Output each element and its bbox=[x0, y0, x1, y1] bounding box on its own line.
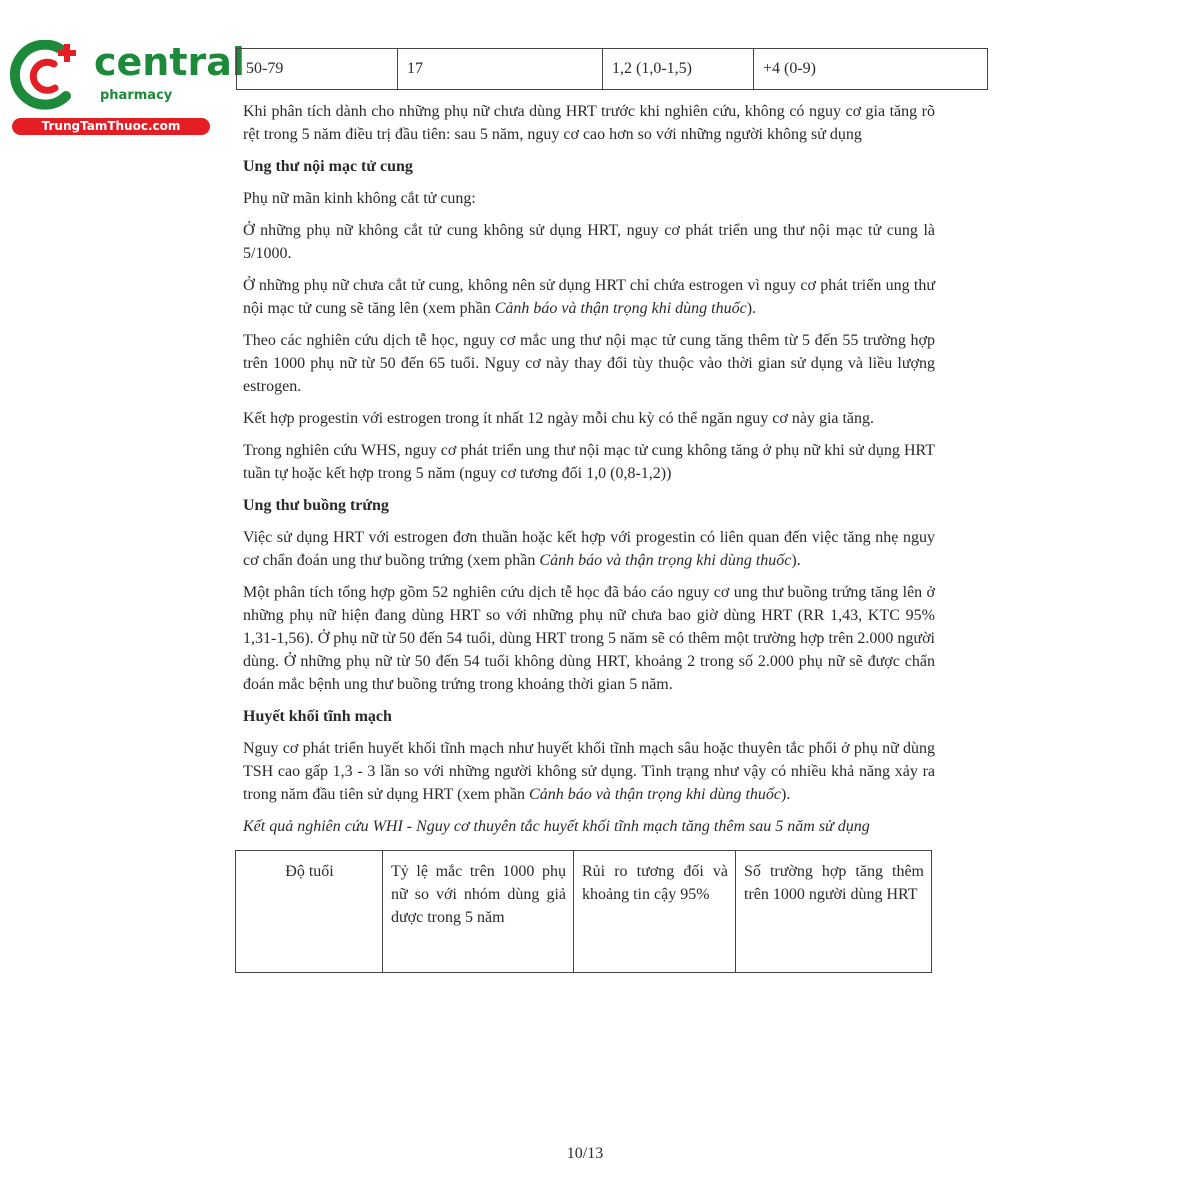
table-cell: +4 (0-9) bbox=[754, 49, 988, 90]
text: ). bbox=[791, 552, 801, 569]
section-heading-vte: Huyết khối tĩnh mạch bbox=[243, 708, 392, 725]
paragraph: Một phân tích tổng hợp gồm 52 nghiên cứu dịch tễ học đã báo cáo nguy cơ ung thư buồng trứng tăng lên ở những phụ nữ hiện đang dùng HRT so với những phụ nữ chưa bao giờ dùng HRT (RR 1,43, KTC 95% 1,31-1,56). Ở phụ nữ từ 50 đến 54 tuổi, dùng HRT trong 5 năm sẽ có thêm một trường hợp trên 2.000 người dùng. Ở những phụ nữ từ 50 đến 54 tuổi không dùng HRT, khoảng 2 trong số 2.000 phụ nữ sẽ được chẩn đoán mắc bệnh ung thư buồng trứng trong khoảng thời gian 5 năm. bbox=[243, 584, 935, 693]
paragraph: Khi phân tích dành cho những phụ nữ chưa dùng HRT trước khi nghiên cứu, không có nguy cơ gia tăng rõ rệt trong 5 năm điều trị đầu tiên: sau 5 năm, nguy cơ cao hơn so với những người không sử dụng bbox=[243, 103, 935, 143]
central-pharmacy-logo-icon bbox=[10, 40, 86, 112]
paragraph: Phụ nữ mãn kinh không cắt tử cung: bbox=[243, 190, 476, 207]
page-number: 10/13 bbox=[566, 1145, 604, 1162]
text: Nguy cơ phát triển huyết khối tĩnh mạch như huyết khối tĩnh mạch sâu hoặc thuyên tắc phổi ở phụ nữ dùng TSH cao gấp 1,3 - 3 lần so với những người không sử dụng. Tình trạng như vậy có nhiều khả năng xảy ra trong năm đầu tiên sử dụng HRT (xem phần bbox=[243, 740, 935, 803]
table-cell: 50-79 bbox=[237, 49, 398, 90]
section-heading-ovarian: Ung thư buồng trứng bbox=[243, 497, 389, 514]
top-table bbox=[236, 48, 988, 90]
table-row bbox=[237, 49, 988, 90]
cross-reference: Cảnh báo và thận trọng khi dùng thuốc bbox=[539, 552, 792, 569]
text: ). bbox=[746, 300, 757, 317]
paragraph bbox=[243, 737, 935, 806]
paragraph: Kết hợp progestin với estrogen trong ít nhất 12 ngày mỗi chu kỳ có thể ngăn nguy cơ này gia tăng. bbox=[243, 410, 875, 427]
vte-table bbox=[235, 850, 932, 973]
logo-name: central bbox=[94, 40, 245, 84]
paragraph: Trong nghiên cứu WHS, nguy cơ phát triển ung thư nội mạc tử cung không tăng ở phụ nữ khi sử dụng HRT tuần tự hoặc kết hợp trong 5 năm (nguy cơ tương đối 1,0 (0,8-1,2)) bbox=[243, 442, 935, 482]
paragraph bbox=[243, 526, 935, 572]
paragraph: Ở những phụ nữ không cắt tử cung không sử dụng HRT, nguy cơ phát triển ung thư nội mạc tử cung là 5/1000. bbox=[243, 222, 935, 262]
pharmacy-logo bbox=[10, 38, 245, 138]
paragraph: Theo các nghiên cứu dịch tễ học, nguy cơ mắc ung thư nội mạc tử cung tăng thêm từ 5 đến 55 trường hợp trên 1000 phụ nữ từ 50 đến 65 tuổi. Nguy cơ này thay đổi tùy thuộc vào thời gian sử dụng và liều lượng estrogen. bbox=[243, 332, 935, 395]
logo-subtitle: pharmacy bbox=[100, 88, 173, 103]
table-cell: 1,2 (1,0-1,5) bbox=[603, 49, 754, 90]
cross-reference: Cảnh báo và thận trọng khi dùng thuốc bbox=[494, 300, 747, 317]
logo-website: TrungTamThuoc.com bbox=[12, 118, 210, 135]
table-header-cell: Độ tuổi bbox=[236, 851, 383, 973]
table-header-cell: Số trường hợp tăng thêm trên 1000 người dùng HRT bbox=[736, 851, 932, 973]
table-header-cell: Tỷ lệ mắc trên 1000 phụ nữ so với nhóm dùng giả dược trong 5 năm bbox=[383, 851, 574, 973]
document-body bbox=[243, 100, 935, 973]
paragraph bbox=[243, 274, 935, 320]
text: ). bbox=[781, 786, 791, 803]
table-header-row bbox=[236, 851, 932, 973]
section-heading-endometrial: Ung thư nội mạc tử cung bbox=[243, 158, 413, 175]
table-header-cell: Rủi ro tương đối và khoảng tin cậy 95% bbox=[574, 851, 736, 973]
table-caption: Kết quả nghiên cứu WHI - Nguy cơ thuyên tắc huyết khối tĩnh mạch tăng thêm sau 5 năm sử dụng bbox=[243, 818, 870, 835]
table-cell: 17 bbox=[398, 49, 603, 90]
text: Ở những phụ nữ chưa cắt tử cung, không nên sử dụng HRT chỉ chứa estrogen vì nguy cơ phát triển ung thư nội mạc tử cung sẽ tăng lên (xem phần bbox=[243, 277, 935, 317]
text: Việc sử dụng HRT với estrogen đơn thuần hoặc kết hợp với progestin có liên quan đến việc tăng nhẹ nguy cơ chẩn đoán ung thư buồng trứng (xem phần bbox=[243, 529, 935, 569]
cross-reference: Cảnh báo và thận trọng khi dùng thuốc bbox=[529, 786, 782, 803]
